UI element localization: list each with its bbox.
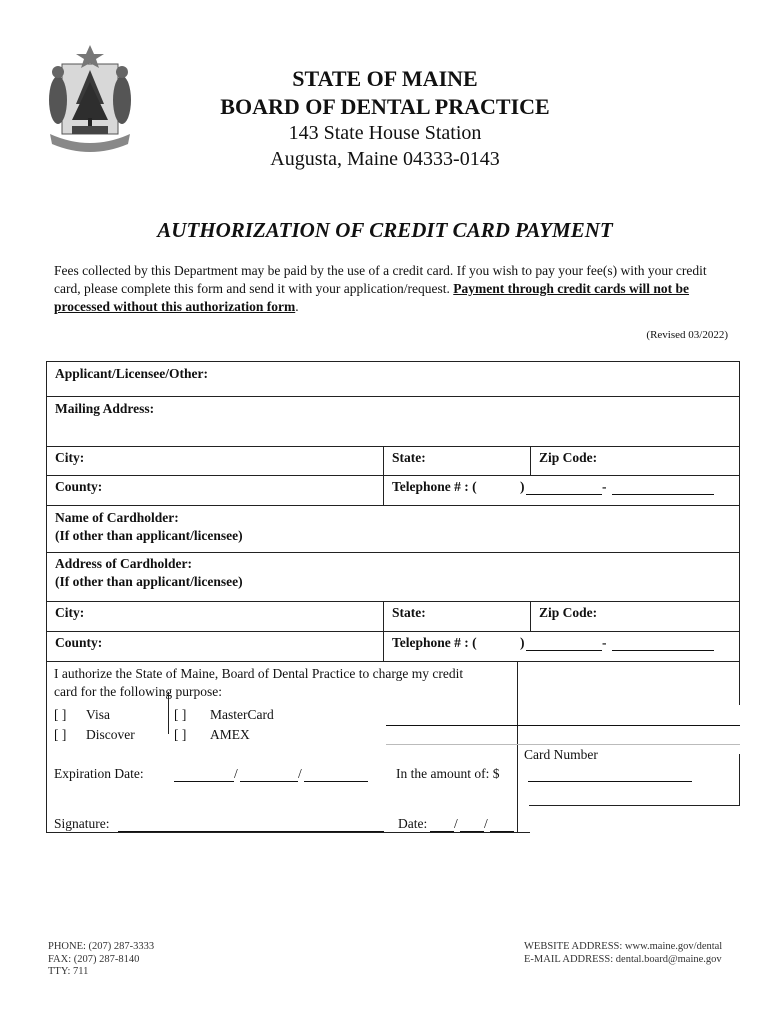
expiration-year-input[interactable]: [304, 781, 368, 782]
amount-label: In the amount of: $: [396, 766, 500, 781]
mastercard-label: MasterCard: [210, 707, 274, 722]
expiration-month-input[interactable]: [174, 781, 234, 782]
applicant-label: Applicant/Licensee/Other:: [55, 366, 208, 381]
expiration-slash1: /: [234, 766, 238, 781]
authorize-line2: card for the following purpose:: [54, 684, 222, 699]
date-slash2: /: [484, 816, 488, 831]
footer-contact: [48, 941, 154, 979]
date-day-input[interactable]: [460, 831, 484, 832]
signature-label: Signature:: [54, 816, 110, 831]
expiration-slash2: /: [298, 766, 302, 781]
date-label: Date:: [398, 816, 428, 831]
cardholder-telephone-number-line: [612, 650, 714, 651]
intro-paragraph: [54, 262, 724, 316]
cardholder-city-field[interactable]: [46, 601, 384, 632]
telephone-paren: ): [520, 479, 525, 494]
cardholder-city-label: City:: [55, 605, 85, 620]
visa-checkbox[interactable]: [ ]: [54, 707, 67, 722]
cardholder-telephone-dash: -: [602, 635, 607, 650]
card-number-label: Card Number: [524, 747, 598, 762]
revision-note: (Revised 03/2022): [646, 329, 728, 341]
footer-web: [524, 941, 722, 966]
zip-label: Zip Code:: [539, 450, 598, 465]
signature-input[interactable]: [118, 831, 384, 832]
cardholder-telephone-paren: ): [520, 635, 525, 650]
authorization-right-box: [517, 661, 740, 705]
mailing-address-field[interactable]: [46, 396, 740, 447]
expiration-day-input[interactable]: [240, 781, 298, 782]
card-number-input[interactable]: [386, 725, 740, 726]
authorize-line1: I authorize the State of Maine, Board of Dental Practice to charge my credit: [54, 666, 464, 681]
cardholder-name-note: (If other than applicant/licensee): [55, 528, 243, 543]
telephone-number-line: [612, 494, 714, 495]
header-board: BOARD OF DENTAL PRACTICE: [220, 94, 550, 119]
applicant-field[interactable]: [46, 361, 740, 397]
date-year-input[interactable]: [490, 831, 514, 832]
footer-tty: TTY: 711: [48, 966, 89, 977]
cardholder-county-field[interactable]: [46, 631, 384, 662]
footer-website[interactable]: WEBSITE ADDRESS: www.maine.gov/dental: [524, 941, 723, 952]
expiration-label: Expiration Date:: [54, 766, 144, 781]
form-title: AUTHORIZATION OF CREDIT CARD PAYMENT: [157, 218, 613, 242]
discover-label: Discover: [86, 727, 135, 742]
telephone-field[interactable]: [383, 475, 740, 506]
cardholder-zip-label: Zip Code:: [539, 605, 598, 620]
intro-text: Fees collected by this Department may be paid by the use of a credit card. If you wish to pay your fee(s) with your credit card, please complete this form and send it with your application/request.: [54, 263, 707, 296]
header-address-line2: Augusta, Maine 04333-0143: [270, 148, 500, 170]
header-address-line1: 143 State House Station: [288, 122, 482, 144]
payment-form: [46, 361, 740, 833]
cardholder-state-label: State:: [392, 605, 426, 620]
mastercard-checkbox[interactable]: [ ]: [174, 707, 187, 722]
state-field[interactable]: [383, 446, 531, 476]
cardholder-telephone-field[interactable]: [383, 631, 740, 662]
footer-fax: FAX: (207) 287-8140: [48, 953, 140, 965]
card-number-underline: [386, 744, 740, 745]
cardholder-address-field[interactable]: [46, 552, 740, 602]
cardholder-name-label: Name of Cardholder:: [55, 510, 179, 525]
zip-field[interactable]: [530, 446, 740, 476]
cardholder-zip-field[interactable]: [530, 601, 740, 632]
date-month-input[interactable]: [430, 831, 454, 832]
cardholder-county-label: County:: [55, 635, 103, 650]
telephone-dash: -: [602, 479, 607, 494]
cardholder-telephone-label: Telephone # : (: [392, 635, 477, 650]
footer-email[interactable]: E-MAIL ADDRESS: dental.board@maine.gov: [524, 953, 722, 965]
mailing-address-label: Mailing Address:: [55, 401, 155, 416]
intro-period: .: [295, 299, 299, 314]
county-label: County:: [55, 479, 103, 494]
header-state: STATE OF MAINE: [292, 66, 478, 91]
cardholder-address-label: Address of Cardholder:: [55, 556, 193, 571]
city-field[interactable]: [46, 446, 384, 476]
telephone-prefix-line: [526, 494, 602, 495]
cardholder-telephone-prefix-line: [526, 650, 602, 651]
amex-checkbox[interactable]: [ ]: [174, 727, 187, 742]
telephone-label: Telephone # : (: [392, 479, 477, 494]
cardholder-state-field[interactable]: [383, 601, 531, 632]
cardholder-name-field[interactable]: [46, 505, 740, 553]
cardholder-address-note: (If other than applicant/licensee): [55, 574, 243, 589]
card-divider: [168, 692, 169, 734]
discover-checkbox[interactable]: [ ]: [54, 727, 67, 742]
amex-label: AMEX: [210, 727, 250, 742]
city-label: City:: [55, 450, 85, 465]
intro-notice: Payment through credit cards will not be processed without this authorization form: [54, 281, 690, 314]
visa-label: Visa: [86, 707, 110, 722]
date-slash1: /: [454, 816, 458, 831]
state-label: State:: [392, 450, 426, 465]
footer-phone: PHONE: (207) 287-3333: [48, 941, 155, 952]
county-field[interactable]: [46, 475, 384, 506]
amount-input[interactable]: [528, 781, 692, 782]
